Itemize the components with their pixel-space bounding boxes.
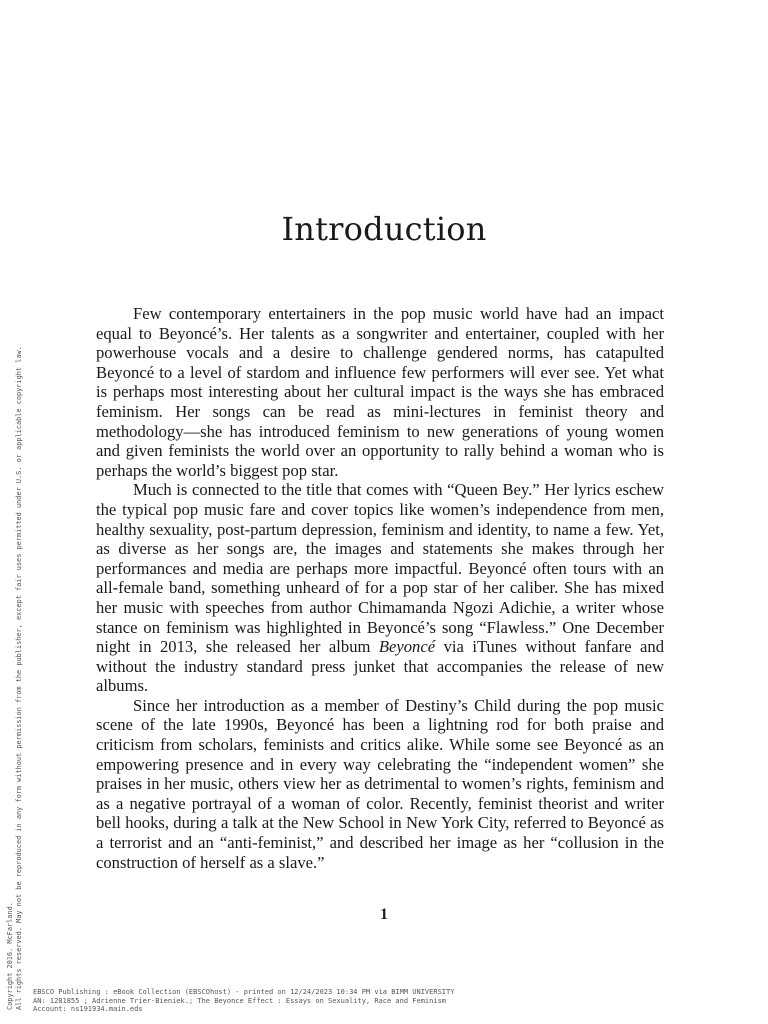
copyright-line-1: Copyright 2016. McFarland. (6, 902, 14, 1010)
footer-metadata (33, 988, 454, 1014)
chapter-title: Introduction (281, 210, 487, 248)
paragraph-2 (96, 480, 664, 696)
paragraph-1: Few contemporary entertainers in the pop music world have had an impact equal to Beyoncé’s. Her talents as a songwriter and entertainer, coupled with her powerhouse vocals and a desire to challenge gendered norms, has catapulted Beyoncé to a level of stardom and influence few performers will ever see. Yet what is perhaps most interesting about her cultural impact is the ways she has embraced feminism. Her songs can be read as mini-lectures in feminist theory and methodology—she has introduced feminism to new generations of young women and given feminists the world over an opportunity to rally behind a woman who is perhaps the world’s biggest pop star. (96, 304, 664, 480)
page-number: 1 (380, 906, 388, 923)
paragraph-3: Since her introduction as a member of Destiny’s Child during the pop music scene of the late 1990s, Beyoncé has been a lightning rod for both praise and criticism from scholars, feminists and critics alike. While some see Beyoncé as an empowering presence and in every way celebrating the “independent women” she praises in her music, others view her as detrimental to women’s rights, feminism and as a negative portrayal of a woman of color. Recently, feminist theorist and writer bell hooks, during a talk at the New School in New York City, referred to Beyoncé as a terrorist and an “anti-feminist,” and described her image as her “collusion in the construction of herself as a slave.” (96, 695, 664, 872)
copyright-notice (6, 320, 24, 1010)
paragraph-2-text-a: Much is connected to the title that comes with “Queen Bey.” Her lyrics eschew the typical pop music fare and cover topics like women’s independence from men, healthy sexuality, post-partum depression, feminism and identity, to name a few. Yet, as diverse as her songs are, the images and statements she makes through her performances and media are perhaps more impactful. Beyoncé often tours with an all-female band, something unheard of for a pop star of her caliber. She has mixed her music with speeches from author Chimamanda Ngozi Adichie, a writer whose stance on feminism was highlighted in Beyoncé’s song “Flawless.” One December night in 2013, she released her album (96, 480, 664, 657)
copyright-line-2: All rights reserved. May not be reproduced in any form without permission from the publisher, except fair uses permitted under U.S. or applicable copyright law. (15, 346, 23, 1010)
body-text (96, 304, 664, 872)
footer-line-3: Account: ns191934.main.eds (33, 1005, 143, 1013)
footer-line-1: EBSCO Publishing : eBook Collection (EBSCOhost) - printed on 12/24/2023 10:34 PM via BIMM UNIVERSITY (33, 988, 455, 996)
paragraph-2-text-b: via iTunes without fanfare and without the industry standard press junket that accompanies the release of new albums. (96, 637, 665, 696)
album-title-italic: Beyoncé (378, 637, 436, 657)
footer-line-2: AN: 1281855 ; Adrienne Trier-Bieniek.; The Beyonce Effect : Essays on Sexuality, Race and Feminism (33, 996, 447, 1005)
